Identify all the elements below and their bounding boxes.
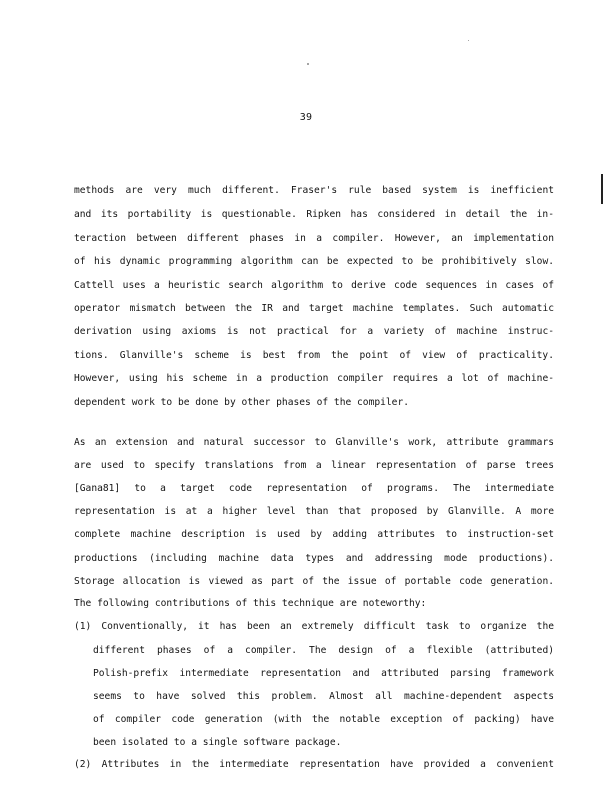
paragraph-2-line: are used to specify translations from a linear representation of parse trees bbox=[74, 460, 554, 471]
paragraph-2-line: complete machine description is used by adding attributes to instruction-set bbox=[74, 529, 554, 540]
paragraph-1-line: derivation using axioms is not practical for a variety of machine instruc- bbox=[74, 326, 554, 337]
paragraph-2-line: [Gana81] to a target code representation of programs. The intermediate bbox=[74, 483, 554, 494]
paragraph-1-line: Cattell uses a heuristic search algorithm to derive code sequences in cases of bbox=[74, 280, 554, 291]
list-item-1-line: of compiler code generation (with the notable exception of packing) have bbox=[93, 714, 554, 725]
page-number: 39 bbox=[299, 112, 313, 123]
paragraph-2-line: As an extension and natural successor to Glanville's work, attribute grammars bbox=[74, 437, 554, 448]
list-item-1-line: been isolated to a single software package. bbox=[93, 737, 342, 748]
list-item-2-line: (2) Attributes in the intermediate representation have provided a convenient bbox=[74, 759, 554, 770]
list-item-1-line: (1) Conventionally, it has been an extremely difficult task to organize the bbox=[74, 621, 554, 632]
paragraph-1-line: and its portability is questionable. Ripken has considered in detail the in- bbox=[74, 209, 554, 220]
list-item-1-line: seems to have solved this problem. Almost all machine-dependent aspects bbox=[93, 691, 554, 702]
scan-speck bbox=[468, 40, 469, 41]
list-item-1-line: different phases of a compiler. The design of a flexible (attributed) bbox=[93, 645, 554, 656]
paragraph-1-line: However, using his scheme in a production compiler requires a lot of machine- bbox=[74, 373, 554, 384]
scan-speck bbox=[307, 63, 309, 65]
margin-bar-mark bbox=[601, 174, 603, 204]
paragraph-1-line: operator mismatch between the IR and target machine templates. Such automatic bbox=[74, 303, 554, 314]
paragraph-2-line: The following contributions of this technique are noteworthy: bbox=[74, 598, 427, 609]
paragraph-2-line: Storage allocation is viewed as part of the issue of portable code generation. bbox=[74, 576, 554, 587]
list-item-1-line: Polish-prefix intermediate representation and attributed parsing framework bbox=[93, 668, 554, 679]
paragraph-1-line: dependent work to be done by other phases of the compiler. bbox=[74, 397, 410, 408]
paragraph-1-line: tions. Glanville's scheme is best from the point of view of practicality. bbox=[74, 350, 554, 361]
paragraph-2-line: productions (including machine data types and addressing mode productions). bbox=[74, 553, 554, 564]
paragraph-1-line: teraction between different phases in a compiler. However, an implementation bbox=[74, 233, 554, 244]
paragraph-1-line: methods are very much different. Fraser's rule based system is inefficient bbox=[74, 185, 554, 196]
paragraph-1-line: of his dynamic programming algorithm can be expected to be prohibitively slow. bbox=[74, 256, 554, 267]
paragraph-2-line: representation is at a higher level than that proposed by Glanville. A more bbox=[74, 506, 554, 517]
